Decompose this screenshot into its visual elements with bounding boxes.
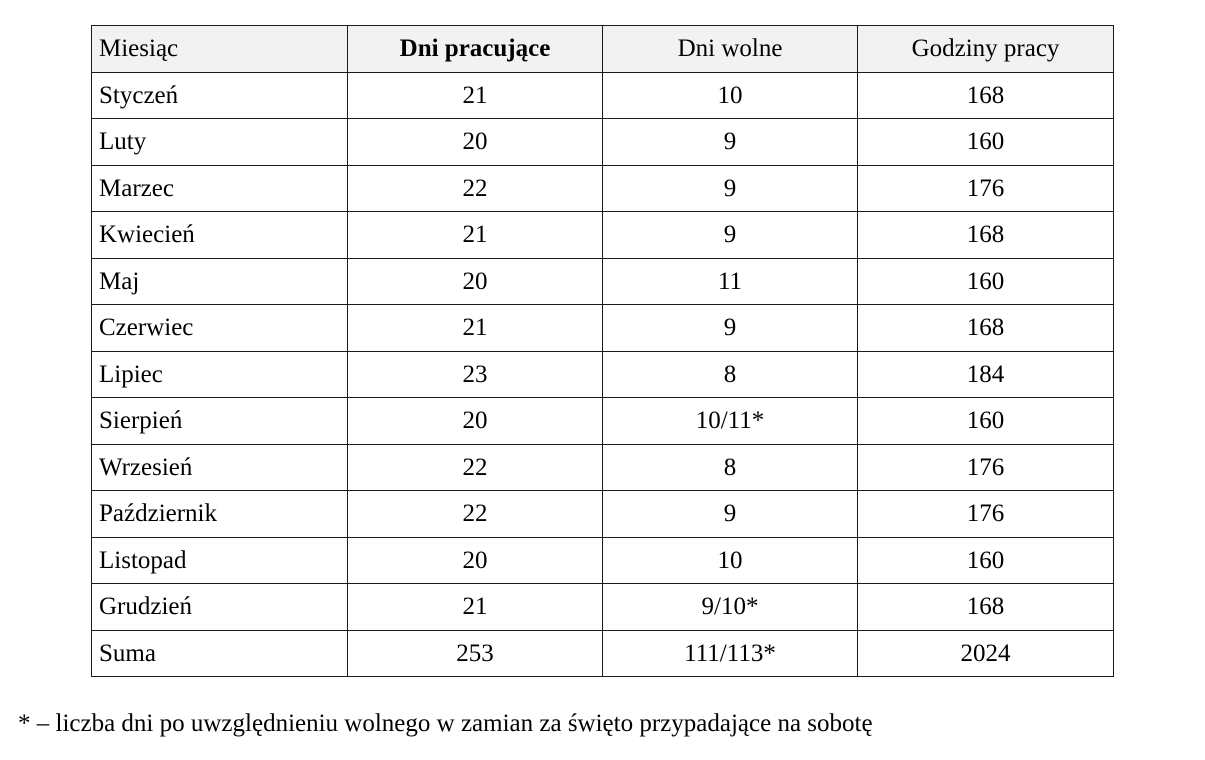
cell-days-off: 10 xyxy=(603,72,858,119)
cell-working-hours: 2024 xyxy=(858,630,1114,677)
cell-working-hours: 168 xyxy=(858,584,1114,631)
cell-days-off: 9 xyxy=(603,212,858,259)
cell-days-off: 8 xyxy=(603,351,858,398)
cell-working-days: 20 xyxy=(348,537,603,584)
cell-month: Luty xyxy=(92,119,348,166)
cell-working-hours: 160 xyxy=(858,258,1114,305)
table-row xyxy=(92,584,1114,631)
cell-working-days: 253 xyxy=(348,630,603,677)
cell-month: Marzec xyxy=(92,165,348,212)
table-row xyxy=(92,212,1114,259)
cell-working-hours: 160 xyxy=(858,119,1114,166)
cell-working-days: 22 xyxy=(348,444,603,491)
cell-month: Maj xyxy=(92,258,348,305)
cell-working-days: 20 xyxy=(348,119,603,166)
cell-days-off: 11 xyxy=(603,258,858,305)
table-row xyxy=(92,537,1114,584)
cell-days-off: 10 xyxy=(603,537,858,584)
cell-working-days: 21 xyxy=(348,305,603,352)
cell-working-days: 22 xyxy=(348,491,603,538)
cell-working-days: 20 xyxy=(348,398,603,445)
cell-month: Wrzesień xyxy=(92,444,348,491)
table-row xyxy=(92,491,1114,538)
table-row xyxy=(92,398,1114,445)
header-month: Miesiąc xyxy=(92,26,348,73)
cell-working-days: 21 xyxy=(348,584,603,631)
cell-days-off: 111/113* xyxy=(603,630,858,677)
cell-working-days: 21 xyxy=(348,212,603,259)
cell-working-hours: 168 xyxy=(858,212,1114,259)
footnote: * – liczba dni po uwzględnieniu wolnego w zamian za święto przypadające na sobotę xyxy=(18,710,873,737)
cell-month: Lipiec xyxy=(92,351,348,398)
cell-month: Listopad xyxy=(92,537,348,584)
header-working-hours: Godziny pracy xyxy=(858,26,1114,73)
header-days-off: Dni wolne xyxy=(603,26,858,73)
cell-working-days: 23 xyxy=(348,351,603,398)
table-row xyxy=(92,630,1114,677)
table-row xyxy=(92,444,1114,491)
cell-working-hours: 160 xyxy=(858,398,1114,445)
cell-working-hours: 176 xyxy=(858,165,1114,212)
cell-working-hours: 176 xyxy=(858,491,1114,538)
table-row xyxy=(92,305,1114,352)
cell-month: Czerwiec xyxy=(92,305,348,352)
cell-working-hours: 184 xyxy=(858,351,1114,398)
cell-month: Październik xyxy=(92,491,348,538)
cell-working-hours: 168 xyxy=(858,305,1114,352)
cell-month: Sierpień xyxy=(92,398,348,445)
cell-month: Suma xyxy=(92,630,348,677)
cell-working-hours: 168 xyxy=(858,72,1114,119)
cell-days-off: 9 xyxy=(603,165,858,212)
cell-days-off: 9 xyxy=(603,491,858,538)
table-body xyxy=(92,72,1114,677)
table-header-row xyxy=(92,26,1114,73)
cell-working-hours: 160 xyxy=(858,537,1114,584)
cell-days-off: 9/10* xyxy=(603,584,858,631)
table-row xyxy=(92,165,1114,212)
cell-working-days: 20 xyxy=(348,258,603,305)
cell-working-days: 21 xyxy=(348,72,603,119)
working-days-table xyxy=(91,25,1114,677)
cell-days-off: 9 xyxy=(603,119,858,166)
cell-days-off: 9 xyxy=(603,305,858,352)
cell-working-days: 22 xyxy=(348,165,603,212)
table-row xyxy=(92,351,1114,398)
header-working-days: Dni pracujące xyxy=(348,26,603,73)
table-row xyxy=(92,258,1114,305)
cell-days-off: 10/11* xyxy=(603,398,858,445)
cell-month: Styczeń xyxy=(92,72,348,119)
table-row xyxy=(92,119,1114,166)
cell-month: Grudzień xyxy=(92,584,348,631)
table-row xyxy=(92,72,1114,119)
cell-days-off: 8 xyxy=(603,444,858,491)
cell-working-hours: 176 xyxy=(858,444,1114,491)
cell-month: Kwiecień xyxy=(92,212,348,259)
working-days-table-container xyxy=(91,25,1114,677)
